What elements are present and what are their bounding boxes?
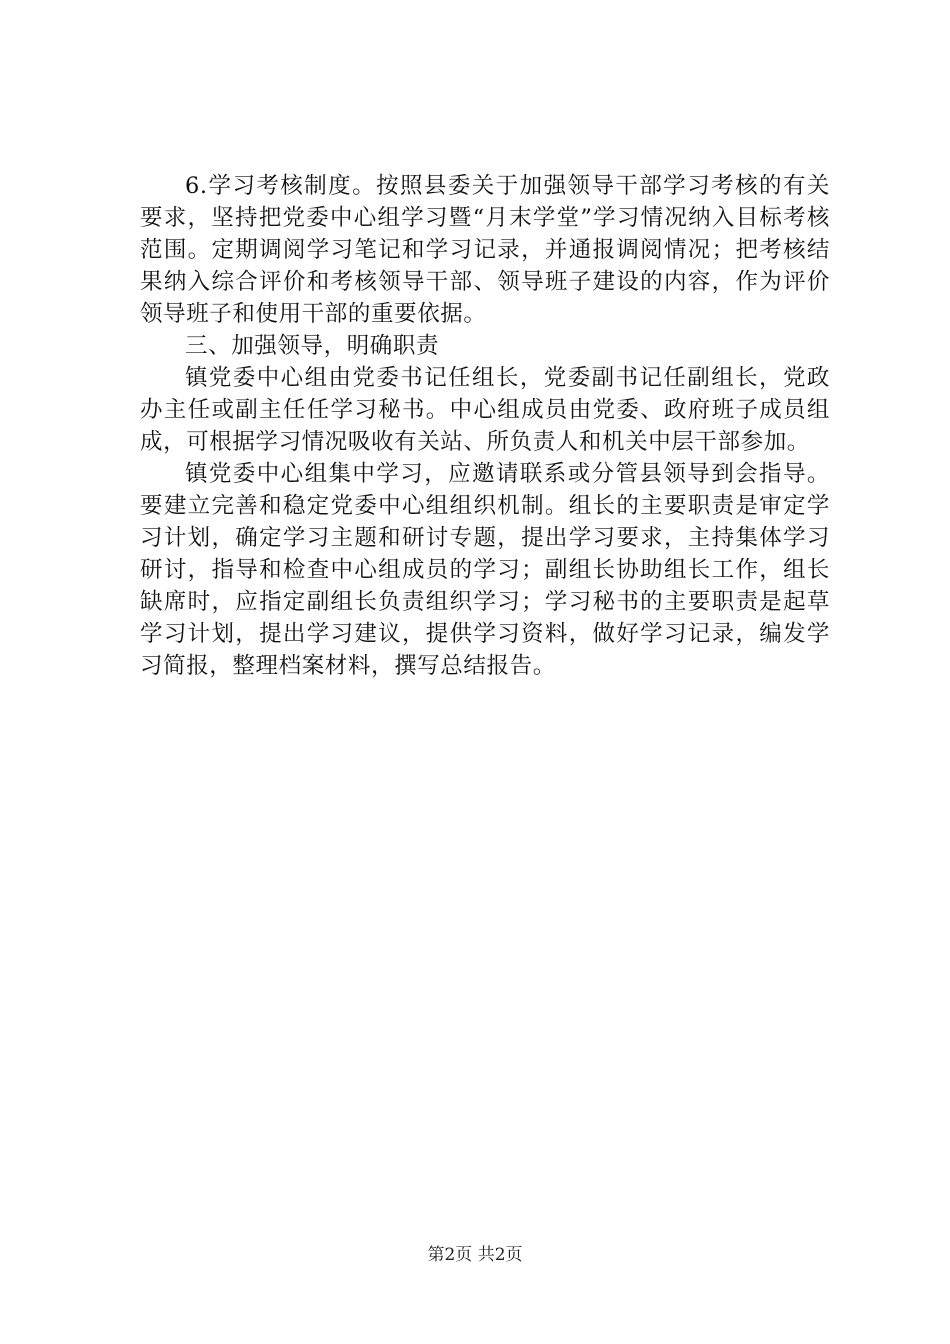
paragraph-group-composition: 镇党委中心组由党委书记任组长，党委副书记任副组长，党政办主任或副主任任学习秘书。中心组成员由党委、政府班子成员组成，可根据学习情况吸收有关站、所负责人和机关中层干部参加。 [140, 365, 830, 455]
page-footer: 第2页 共2页 [427, 1245, 523, 1265]
document-body [140, 170, 830, 682]
paragraph-study-assessment: 6.学习考核制度。按照县委关于加强领导干部学习考核的有关要求，坚持把党委中心组学习暨“月末学堂”学习情况纳入目标考核范围。定期调阅学习笔记和学习记录，并通报调阅情况；把考核结果纳入综合评价和考核领导干部、领导班子建设的内容，作为评价领导班子和使用干部的重要依据。 [140, 173, 830, 327]
section-heading-leadership: 三、加强领导，明确职责 [185, 333, 440, 359]
paragraph-group-duties: 镇党委中心组集中学习，应邀请联系或分管县领导到会指导。要建立完善和稳定党委中心组组织机制。组长的主要职责是审定学习计划，确定学习主题和研讨专题，提出学习要求，主持集体学习研讨，指导和检查中心组成员的学习；副组长协助组长工作，组长缺席时，应指定副组长负责组织学习；学习秘书的主要职责是起草学习计划，提出学习建议，提供学习资料，做好学习记录，编发学习简报，整理档案材料，撰写总结报告。 [140, 461, 830, 679]
